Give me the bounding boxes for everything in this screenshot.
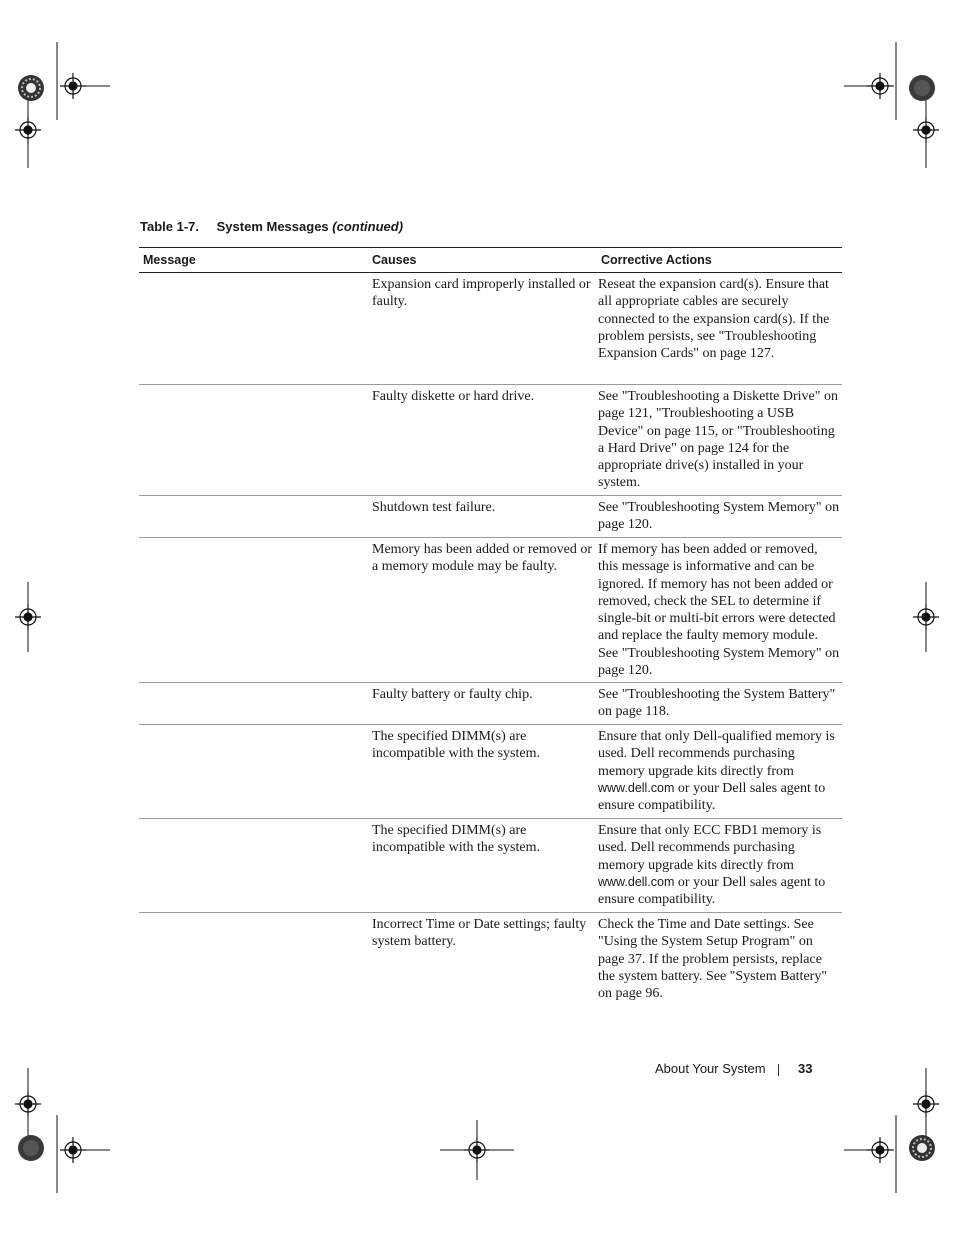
action-cell [597, 725, 842, 818]
table-row [139, 819, 842, 913]
table-row [139, 913, 842, 1005]
action-text: or your Dell sales agent to ensure compatibility. [598, 874, 826, 908]
table-row [139, 538, 842, 683]
cause-cell: Faulty battery or faulty chip. [372, 687, 533, 702]
message-cell [139, 273, 368, 384]
table-row [139, 273, 842, 385]
header-corrective-actions: Corrective Actions [601, 253, 712, 267]
table-caption [140, 219, 403, 234]
action-cell: See "Troubleshooting the System Battery" on page 118. [598, 687, 836, 720]
message-cell [139, 385, 368, 495]
action-text: Ensure that only Dell-qualified memory is used. Dell recommends purchasing memory upgrade kits directly from [598, 729, 835, 779]
table-title: System Messages [216, 219, 329, 234]
cause-cell: The specified DIMM(s) are incompatible with the system. [372, 729, 540, 762]
action-cell [597, 819, 842, 912]
message-cell [139, 725, 368, 818]
cause-cell: Expansion card improperly installed or faulty. [372, 277, 591, 310]
page-number: 33 [798, 1061, 813, 1076]
table-row [139, 725, 842, 819]
cause-cell: Memory has been added or removed or a memory module may be faulty. [372, 542, 593, 575]
dell-website-link[interactable]: www.dell.com [598, 874, 675, 889]
action-cell: See "Troubleshooting System Memory" on page 120. [598, 500, 840, 533]
message-cell [139, 683, 368, 724]
message-cell [139, 496, 368, 537]
message-cell [139, 819, 368, 912]
table-number: Table 1-7. [140, 219, 200, 234]
table-row [139, 683, 842, 725]
message-cell [139, 913, 368, 1005]
table-header-row [139, 247, 842, 273]
table-row [139, 385, 842, 496]
cause-cell: Faulty diskette or hard drive. [372, 389, 535, 404]
footer-section-title: About Your System [655, 1061, 766, 1076]
action-cell: If memory has been added or removed, this message is informative and can be ignored. If memory has not been added or removed, check the SEL to determine if single-bit or multi-bit errors were detected and replace the faulty memory module. See "Troubleshooting System Memory" on page 120. [598, 542, 840, 679]
table-continued: (continued) [332, 219, 404, 234]
cause-cell: Shutdown test failure. [372, 500, 496, 515]
action-cell: Check the Time and Date settings. See "Using the System Setup Program" on page 37. If the problem persists, replace the system battery. See "System Battery" on page 96. [598, 917, 828, 1002]
footer-divider [778, 1064, 779, 1076]
action-cell: Reseat the expansion card(s). Ensure that all appropriate cables are securely connected to the expansion card(s). If the problem persists, see "Troubleshooting Expansion Cards" on page 127. [598, 277, 830, 362]
header-causes: Causes [372, 253, 417, 267]
message-cell [139, 538, 368, 682]
system-messages-table [139, 247, 842, 1005]
dell-website-link[interactable]: www.dell.com [598, 780, 675, 795]
cause-cell: The specified DIMM(s) are incompatible with the system. [372, 823, 540, 856]
action-text: Ensure that only ECC FBD1 memory is used. Dell recommends purchasing memory upgrade kits directly from [598, 823, 822, 873]
action-cell: See "Troubleshooting a Diskette Drive" on page 121, "Troubleshooting a USB Device" on page 115, or "Troubleshooting a Hard Drive" on page 124 for the appropriate drive(s) installed in your system. [598, 389, 838, 491]
cause-cell: Incorrect Time or Date settings; faulty system battery. [372, 917, 587, 950]
header-message: Message [143, 253, 196, 267]
table-row [139, 496, 842, 538]
action-text: or your Dell sales agent to ensure compatibility. [598, 780, 826, 814]
